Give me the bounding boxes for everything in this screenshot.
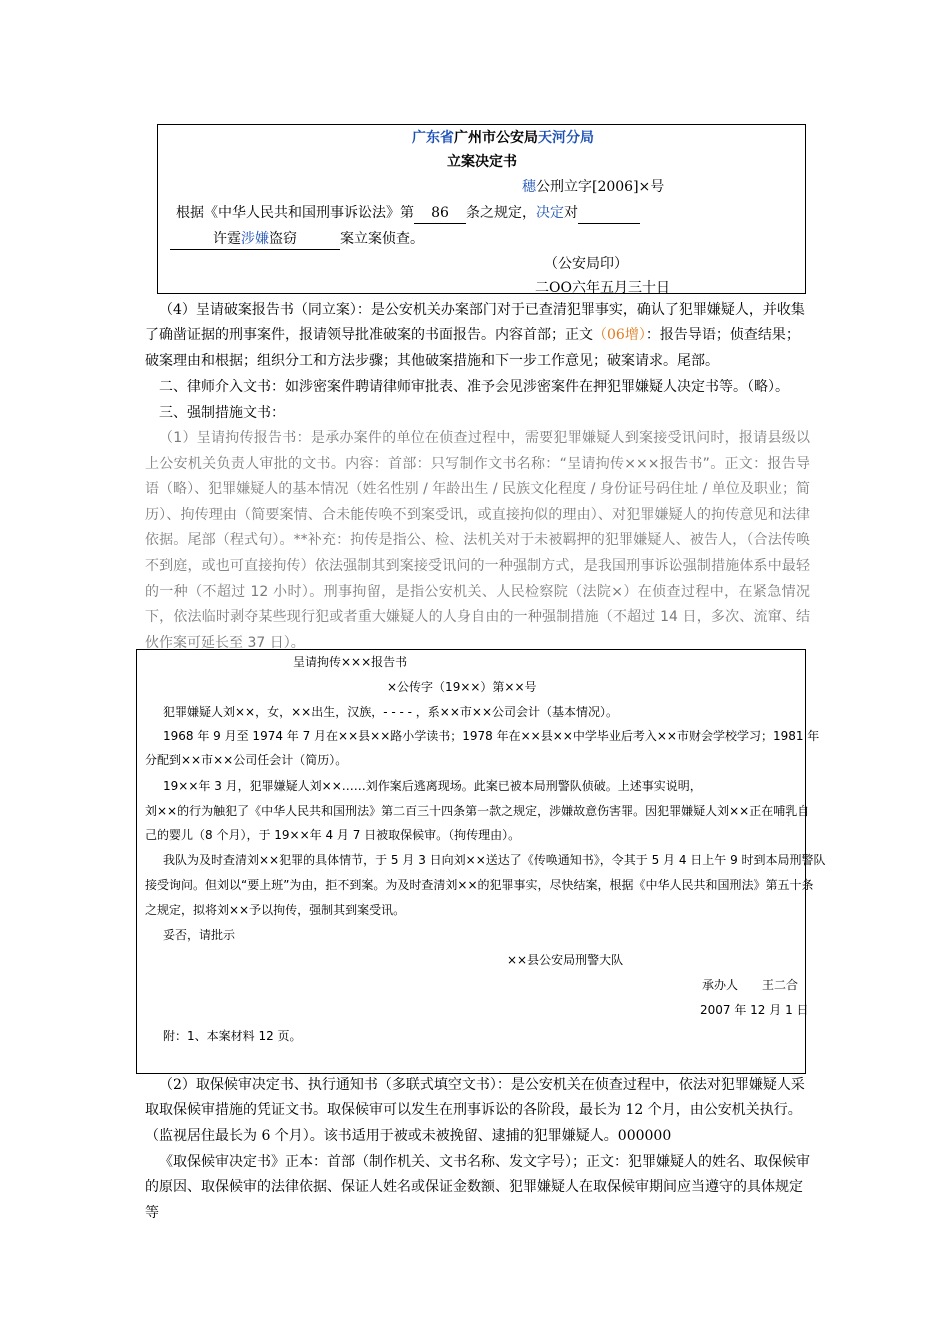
para-detain-text: （1）呈请拘传报告书：是承办案件的单位在侦查过程中，需要犯罪嫌疑人到案接受讯问时，报请县级以上公安机关负责人审批的文书。内容：首部：只写制作文书名称：“呈请拘传×××报告书”。正文：报告导语（略）、犯罪嫌疑人的基本情况（姓名性别 / 年龄出生 / 民族文化程度 / 身份证号码住址 / 单位及职业；简历）、拘传理由（简要案情、合未能传唤不到案受讯，或直接拘似的理由）、对犯罪嫌疑人的拘传意见和法律依据。尾部（程式句）。**补充：拘传是指公、检、法机关对于未被羁押的犯罪嫌疑人、被告人，（合法传唤不到庭，或也可直接拘传）依法强制其到案接受讯问的一种强制方式，是我国刑事诉讼强制措施体系中最轻的一种（不超过 12 小时）。刑事拘留，是指公安机关、人民检察院（法院×）在侦查过程中，在紧急情况下，依法临时剥夺某些现行犯或者重大嫌疑人的人身自由的一种强制措施（不超过 14 日，多次、流窜、结伙作案可延长至 37 日）。: [145, 430, 810, 651]
section-lawyer: [145, 375, 810, 400]
basis-object: 对: [564, 205, 578, 221]
decision-subtitle: 立案决定书: [447, 154, 517, 170]
subject-tail: 案立案侦查。: [340, 231, 424, 247]
basis-text: 根据《中华人民共和国刑事诉讼法》第: [176, 205, 414, 221]
para4-text-2: ：报告导语；侦查结果；破案理由和根据；组织分工和方法步骤；其他破案措施和下一步工作意见；破案请求。尾部。: [145, 327, 800, 369]
para4-text: （4）呈请破案报告书（同立案）：是公安机关办案部门对于已查清犯罪事实，确认了犯罪嫌疑人，并收集了确凿证据的刑事案件，报请领导批准破案的书面报告。内容首部；正文: [145, 302, 805, 344]
section-coercive: [145, 401, 810, 426]
report-title: 呈请拘传×××报告书: [293, 655, 408, 669]
para-case-report: [145, 298, 810, 374]
para-detain-report: [145, 426, 810, 656]
para-bail-document: [145, 1150, 810, 1226]
report-unit: ××县公安局刑警大队: [507, 953, 624, 967]
docno-prefix: 穗: [522, 179, 536, 195]
subject-underline: [170, 229, 340, 250]
basis-text-2: 条之规定，: [466, 205, 536, 221]
subject-suspected: 涉嫌: [241, 231, 269, 247]
report-line: 妥否，请批示: [163, 928, 236, 942]
decision-basis: [176, 201, 640, 225]
report-line: 分配到××市××公司任会计（简历）。: [145, 753, 348, 767]
report-line: 接受询问。但刘以“要上班”为由，拒不到案。为及时查清刘××的犯罪事实，尽快结案，根据《中华人民共和国刑法》第五十条: [145, 878, 814, 892]
handler-name: 王二合: [762, 978, 799, 992]
basis-article: 86: [414, 203, 466, 224]
report-line: 之规定，拟将刘××予以拘传，强制其到案受讯。: [145, 903, 406, 917]
basis-decide: 决定: [536, 205, 564, 221]
title-district: 天河分局: [538, 130, 594, 146]
title-city: 广州市公安局: [454, 130, 538, 146]
report-docno: ×公传字（19××）第××号: [387, 680, 537, 694]
report-box: [136, 649, 826, 1074]
title-province: 广东省: [412, 130, 454, 146]
basis-blank: [578, 203, 640, 224]
decision-seal: （公安局印）: [544, 256, 628, 272]
subject-crime: 盗窃: [269, 231, 297, 247]
report-handler: [702, 973, 798, 998]
report-line: 刘××的行为触犯了《中华人民共和国刑法》第二百三十四条第一款之规定，涉嫌故意伤害罪。因犯罪嫌疑人刘××正在哺乳自: [145, 804, 810, 818]
report-line: 犯罪嫌疑人刘××，女，××出生，汉族，- - - - ，系××市××公司会计（基本情况）。: [163, 705, 619, 719]
report-line: 19××年 3 月，犯罪嫌疑人刘××……刘作案后逃离现场。此案已被本局刑警队侦破。上述事实说明，: [163, 779, 702, 793]
decision-subject: [170, 227, 424, 251]
report-line: 1968 年 9 月至 1974 年 7 月在××县××路小学读书；1978 年在××县××中学毕业后考入××市财会学校学习；1981 年: [163, 729, 820, 743]
decision-docno: [522, 175, 664, 199]
decision-date: 二OO六年五月三十日: [535, 280, 670, 296]
report-date: 2007 年 12 月 1 日: [700, 1003, 809, 1017]
report-line: 我队为及时查清刘××犯罪的具体情节，于 5 月 3 日向刘××送达了《传唤通知书》，令其于 5 月 4 日上午 9 时到本局刑警队: [163, 853, 826, 867]
docno-rest: 公刑立字[2006]×号: [536, 179, 665, 195]
subject-name: 许霆: [213, 231, 241, 247]
handler-label: 承办人: [702, 978, 739, 992]
para4-added: （06增）: [593, 327, 646, 344]
para-bail: [145, 1073, 810, 1149]
report-attachment: 附：1、本案材料 12 页。: [163, 1029, 302, 1043]
para-bail-document-text: 《取保候审决定书》正本：首部（制作机关、文书名称、发文字号）；正文：犯罪嫌疑人的姓名、取保候审的原因、取保候审的法律依据、保证人姓名或保证金数额、犯罪嫌疑人在取保候审期间应当遵守的具体规定等: [145, 1154, 810, 1221]
para-bail-text: （2）取保候审决定书、执行通知书（多联式填空文书）：是公安机关在侦查过程中，依法对犯罪嫌疑人采取取保候审措施的凭证文书。取保候审可以发生在刑事诉讼的各阶段，最长为 12 个月，由公安机关执行。（监视居住最长为 6 个月）。该书适用于被或未被挽留、逮捕的犯罪嫌疑人。000000: [145, 1077, 805, 1144]
section-lawyer-text: 二、律师介入文书：如涉密案件聘请律师审批表、准予会见涉密案件在押犯罪嫌疑人决定书等。（略）。: [159, 379, 789, 395]
section-coercive-text: 三、强制措施文书：: [159, 405, 285, 421]
report-line: 己的婴儿（8 个月），于 19××年 4 月 7 日被取保候审。（拘传理由）。: [145, 828, 521, 842]
decision-title: [412, 126, 594, 150]
